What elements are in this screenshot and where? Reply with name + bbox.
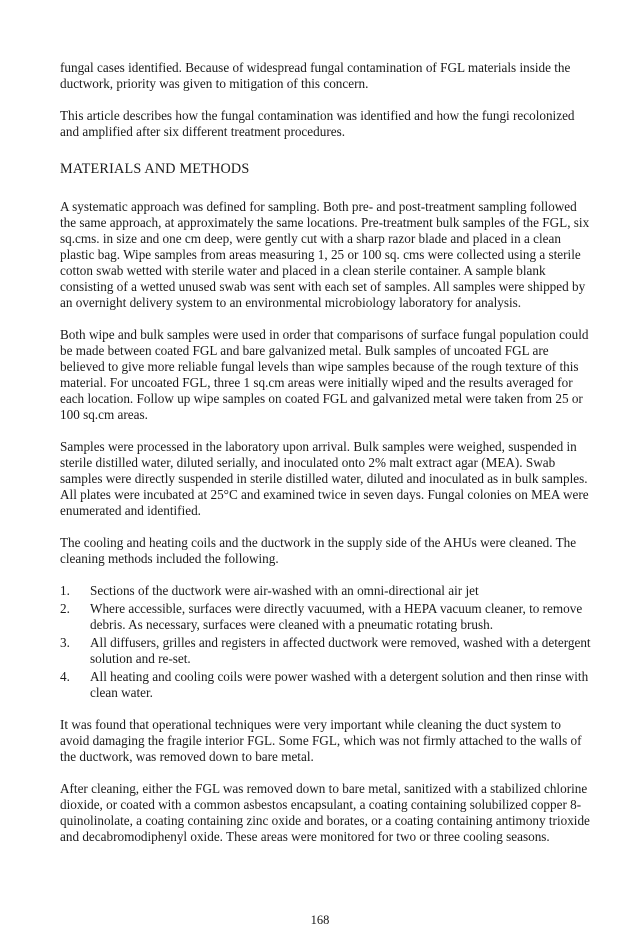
list-item [60, 635, 592, 667]
section-heading: MATERIALS AND METHODS [60, 161, 250, 177]
paragraph-intro-continued: fungal cases identified. Because of widespread fungal contamination of FGL materials inside the ductwork, priority was given to mitigation of this concern. [60, 60, 571, 91]
paragraph-processing: Samples were processed in the laboratory upon arrival. Bulk samples were weighed, suspended in sterile distilled water, diluted serially, and inoculated onto 2% malt extract agar (MEA). Swab samples were directly suspended in sterile distilled water, diluted and inoculated as in bulk samples. All plates were incubated at 25°C and examined twice in seven days. Fungal colonies on MEA were enumerated and identified. [60, 439, 589, 518]
list-item-number: 2. [60, 601, 70, 616]
list-item-text: All heating and cooling coils were power washed with a detergent solution and then rinse with clean water. [90, 669, 589, 700]
list-item-text: Where accessible, surfaces were directly vacuumed, with a HEPA vacuum cleaner, to remove debris. As necessary, surfaces were cleaned with a pneumatic rotating brush. [90, 601, 583, 632]
list-item-text: Sections of the ductwork were air-washed with an omni-directional air jet [90, 583, 479, 598]
list-item-number: 4. [60, 669, 70, 684]
cleaning-steps-list [60, 583, 592, 701]
paragraph-article-description: This article describes how the fungal contamination was identified and how the fungi recolonized and amplified after six different treatment procedures. [60, 108, 575, 139]
paragraph-cleaning-intro: The cooling and heating coils and the ductwork in the supply side of the AHUs were cleaned. The cleaning methods included the following. [60, 535, 577, 566]
paragraph-operational-techniques: It was found that operational techniques were very important while cleaning the duct system to avoid damaging the fragile interior FGL. Some FGL, which was not firmly attached to the walls of the ductwork, was removed down to bare metal. [60, 717, 582, 764]
list-item [60, 669, 592, 701]
list-item-text: All diffusers, grilles and registers in affected ductwork were removed, washed with a detergent solution and re-set. [90, 635, 591, 666]
list-item [60, 583, 592, 599]
paragraph-after-cleaning: After cleaning, either the FGL was removed down to bare metal, sanitized with a stabilized chlorine dioxide, or coated with a common asbestos encapsulant, a coating containing solubilized copper 8-quinolinolate, a coating containing zinc oxide and borates, or a coating containing antimony trioxide and decabromodiphenyl oxide. These areas were monitored for two or three cooling seasons. [60, 781, 590, 844]
page-body [60, 60, 592, 845]
paragraph-wipe-bulk: Both wipe and bulk samples were used in order that comparisons of surface fungal population could be made between coated FGL and bare galvanized metal. Bulk samples of uncoated FGL are believed to give more reliable fungal levels than wipe samples because of the rough texture of this material. For uncoated FGL, three 1 sq.cm areas were initially wiped and the results averaged for each location. Follow up wipe samples on coated FGL and galvanized metal were taken from 25 or 100 sq.cm areas. [60, 327, 589, 422]
list-item-number: 3. [60, 635, 70, 650]
page-number: 168 [310, 913, 330, 927]
list-item-number: 1. [60, 583, 70, 598]
list-item [60, 601, 592, 633]
paragraph-sampling: A systematic approach was defined for sampling. Both pre- and post-treatment sampling followed the same approach, at approximately the same locations. Pre-treatment bulk samples of the FGL, six sq.cms. in size and one cm deep, were gently cut with a sharp razor blade and placed in a clean plastic bag. Wipe samples from areas measuring 1, 25 or 100 sq. cms were collected using a sterile cotton swab wetted with sterile water and placed in a clean sterile container. A sample blank consisting of a wetted unused swab was sent with each set of samples. All samples were shipped by an overnight delivery system to an environmental microbiology laboratory for analysis. [60, 199, 590, 310]
